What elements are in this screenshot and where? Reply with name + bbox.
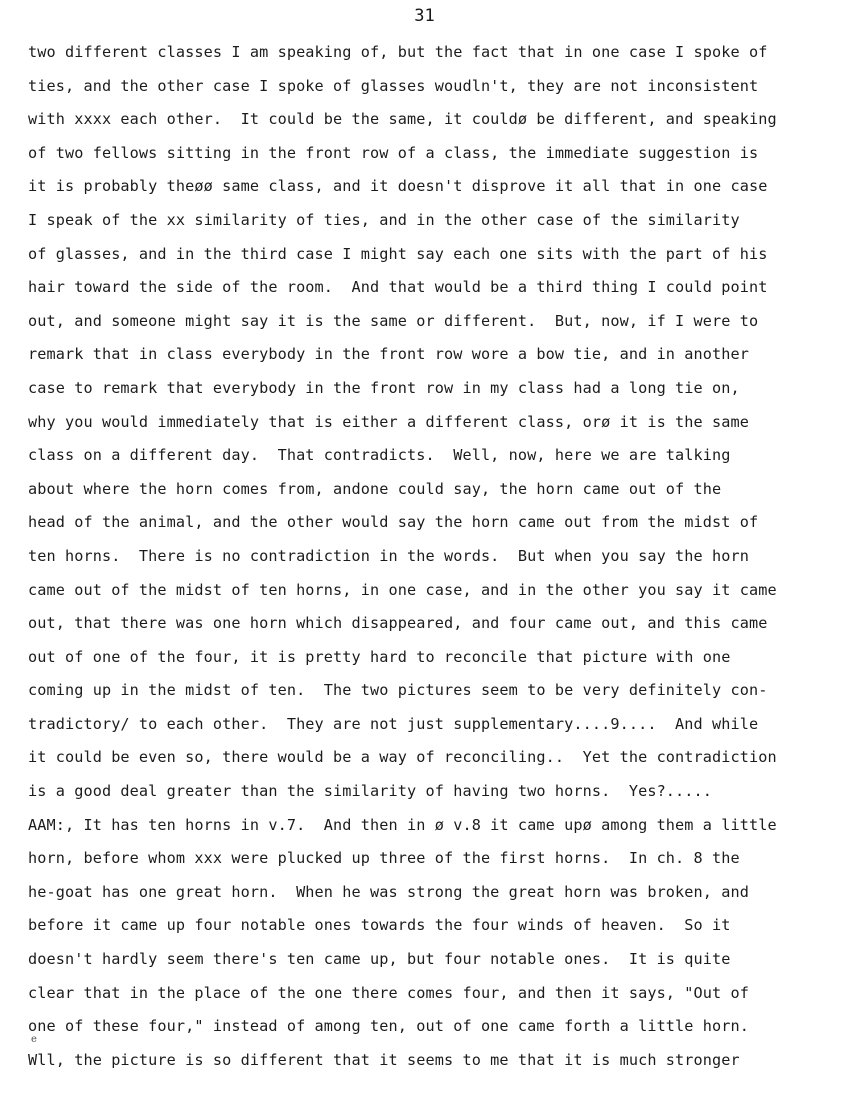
page-number: 31 [414,6,435,26]
text-line: clear that in the place of the one there comes four, and then it says, "Out of [28,983,750,1002]
text-line: two different classes I am speaking of, but the fact that in one case I spoke of [28,43,768,61]
text-line: is a good deal greater than the similarity of having two horns. Yes?..... [28,782,713,801]
text-line: AAM:, It has ten horns in v.7. And then in ø v.8 it came upø among them a little [28,815,777,834]
text-line: horn, before whom xxx were plucked up three of the first horns. In ch. 8 the [28,849,740,868]
text-line: out, that there was one horn which disappeared, and four came out, and this came [28,614,768,633]
text-line: I speak of the xx similarity of ties, and in the other case of the similarity [28,210,740,229]
handwritten-margin-mark: e [31,1034,37,1045]
text-line: it could be even so, there would be a way of reconciling.. Yet the contradiction [28,748,777,767]
text-line: class on a different day. That contradicts. Well, now, here we are talking [28,446,731,465]
text-line: came out of the midst of ten horns, in one case, and in the other you say it came [28,580,777,599]
text-line: out of one of the four, it is pretty hard to reconcile that picture with one [28,647,731,666]
text-line: it is probably theøø same class, and it doesn't disprove it all that in one case [28,177,768,196]
text-line: before it came up four notable ones towards the four winds of heaven. So it [28,916,731,935]
text-line: doesn't hardly seem there's ten came up, but four notable ones. It is quite [28,950,731,969]
text-line: head of the animal, and the other would say the horn came out from the midst of [28,513,759,532]
text-line: hair toward the side of the room. And that would be a third thing I could point [28,278,768,297]
text-line: coming up in the midst of ten. The two pictures seem to be very definitely con- [28,681,768,700]
text-line: ties, and the other case I spoke of glasses woudln't, they are not inconsistent [28,76,759,95]
text-line: ten horns. There is no contradiction in the words. But when you say the horn [28,546,750,565]
text-line: he-goat has one great horn. When he was strong the great horn was broken, and [28,882,750,901]
text-line: of glasses, and in the third case I might say each one sits with the part of his [28,244,768,263]
text-line: why you would immediately that is either a different class, orø it is the same [28,412,750,431]
text-line: Wll, the picture is so different that it seems to me that it is much stronger [28,1050,740,1069]
text-line: with xxxx each other. It could be the same, it couldø be different, and speaking [28,110,777,129]
text-line: one of these four," instead of among ten, out of one came forth a little horn. [28,1017,750,1036]
text-line: remark that in class everybody in the front row wore a bow tie, and in another [28,345,750,364]
text-line: out, and someone might say it is the same or different. But, now, if I were to [28,311,759,330]
text-line: of two fellows sitting in the front row of a class, the immediate suggestion is [28,143,759,162]
text-line: about where the horn comes from, andone could say, the horn came out of the [28,479,722,498]
text-line: tradictory/ to each other. They are not just supplementary....9.... And while [28,714,759,733]
text-line: case to remark that everybody in the front row in my class had a long tie on, [28,378,740,397]
document-body [28,42,846,1083]
